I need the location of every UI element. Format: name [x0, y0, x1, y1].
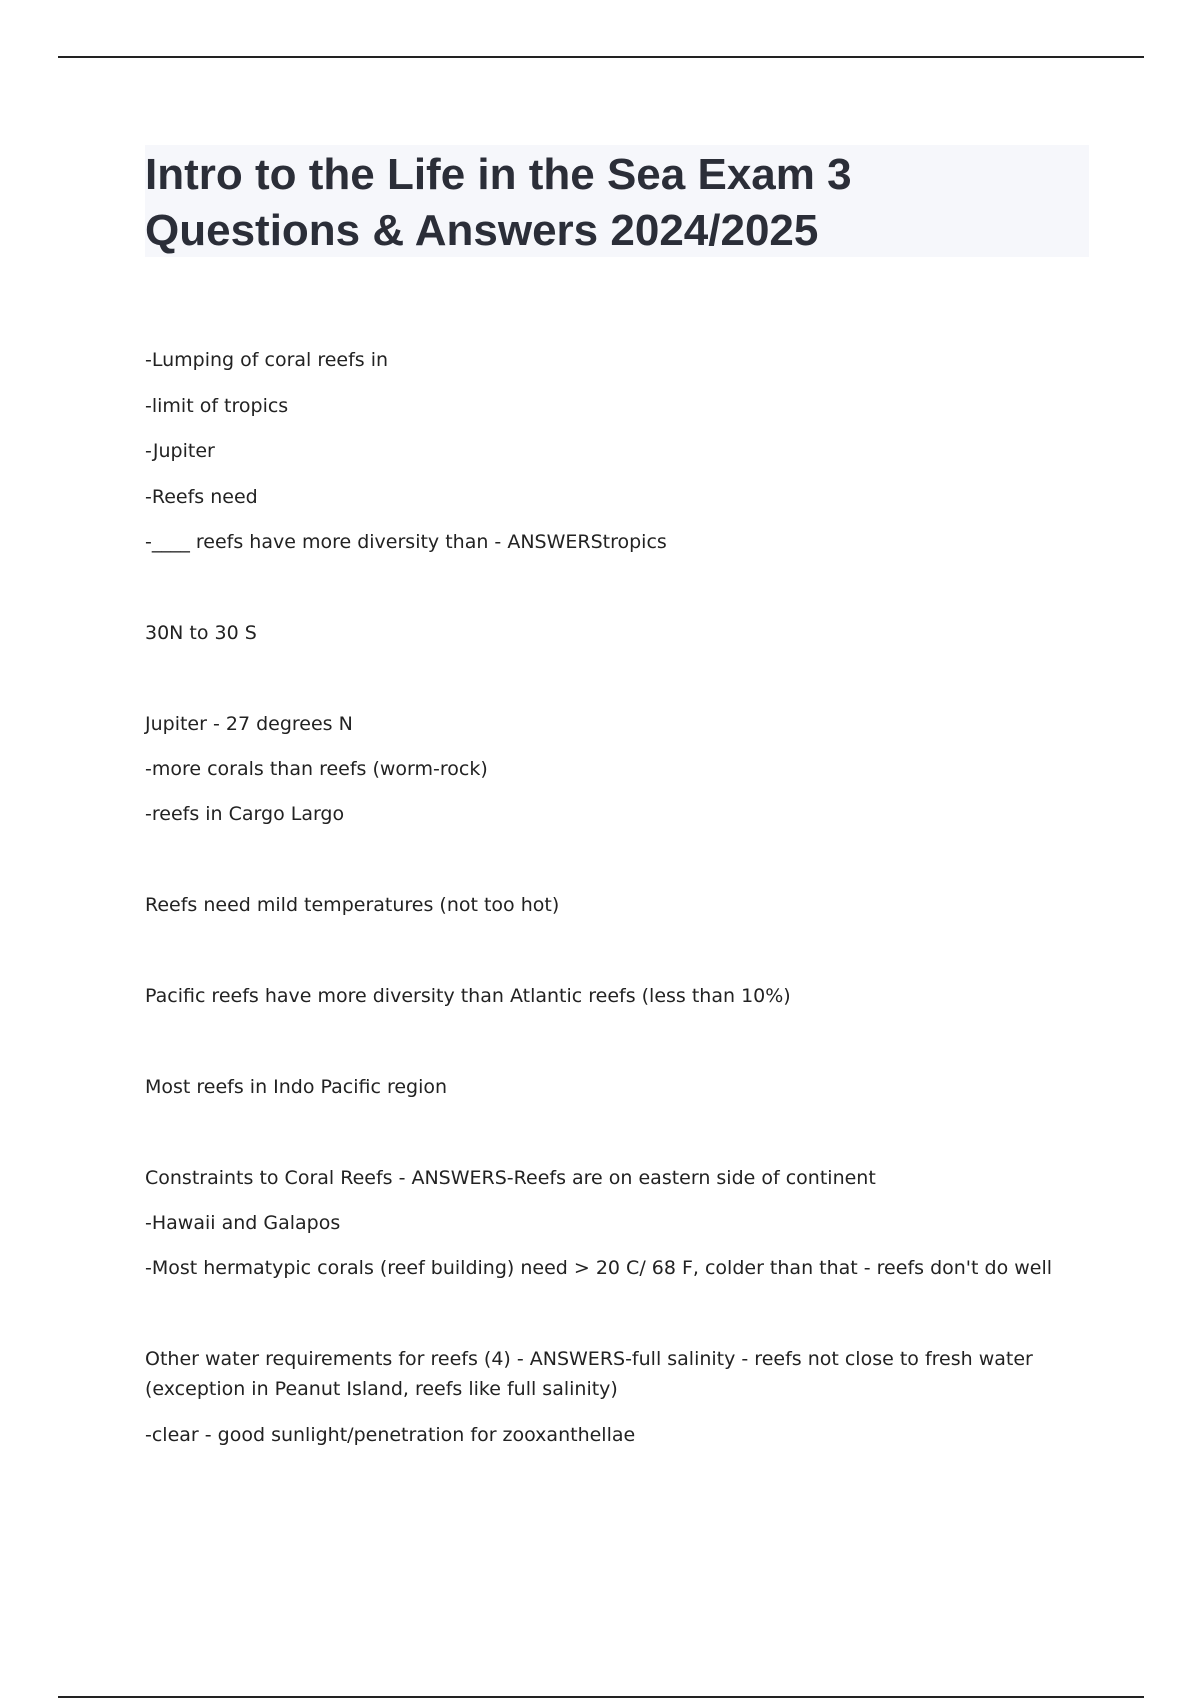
text-line-9: -reefs in Cargo Largo: [145, 803, 345, 825]
text-line-14: -Hawaii and Galapos: [145, 1212, 341, 1234]
title-line-1: Intro to the Life in the Sea Exam 3: [145, 150, 852, 199]
bottom-rule: [58, 1696, 1144, 1698]
text-line-16: Other water requirements for reefs (4) - ANSWERS-full salinity - reefs not close to fresh water (exception in Peanut Island, reefs like full salinity): [145, 1348, 1033, 1400]
text-line-11: Pacific reefs have more diversity than Atlantic reefs (less than 10%): [145, 985, 791, 1007]
top-rule: [58, 56, 1144, 58]
text-line-1: -Lumping of coral reefs in: [145, 349, 389, 371]
text-line-5: -____ reefs have more diversity than - ANSWERStropics: [145, 531, 667, 553]
text-line-2: -limit of tropics: [145, 395, 289, 417]
text-line-17: -clear - good sunlight/penetration for zooxanthellae: [145, 1424, 636, 1446]
title-box: [145, 145, 1089, 257]
text-line-10: Reefs need mild temperatures (not too hot): [145, 894, 560, 916]
document-title: [145, 145, 1089, 259]
text-line-4: -Reefs need: [145, 486, 258, 508]
text-line-12: Most reefs in Indo Pacific region: [145, 1076, 448, 1098]
title-line-2: Questions & Answers 2024/2025: [145, 206, 819, 255]
text-line-15: -Most hermatypic corals (reef building) need > 20 C/ 68 F, colder than that - reefs don't do well: [145, 1257, 1053, 1279]
text-line-3: -Jupiter: [145, 440, 215, 462]
text-line-13: Constraints to Coral Reefs - ANSWERS-Reefs are on eastern side of continent: [145, 1167, 876, 1189]
text-line-6: 30N to 30 S: [145, 622, 257, 644]
text-line-7: Jupiter - 27 degrees N: [145, 713, 353, 735]
text-line-8: -more corals than reefs (worm-rock): [145, 758, 488, 780]
